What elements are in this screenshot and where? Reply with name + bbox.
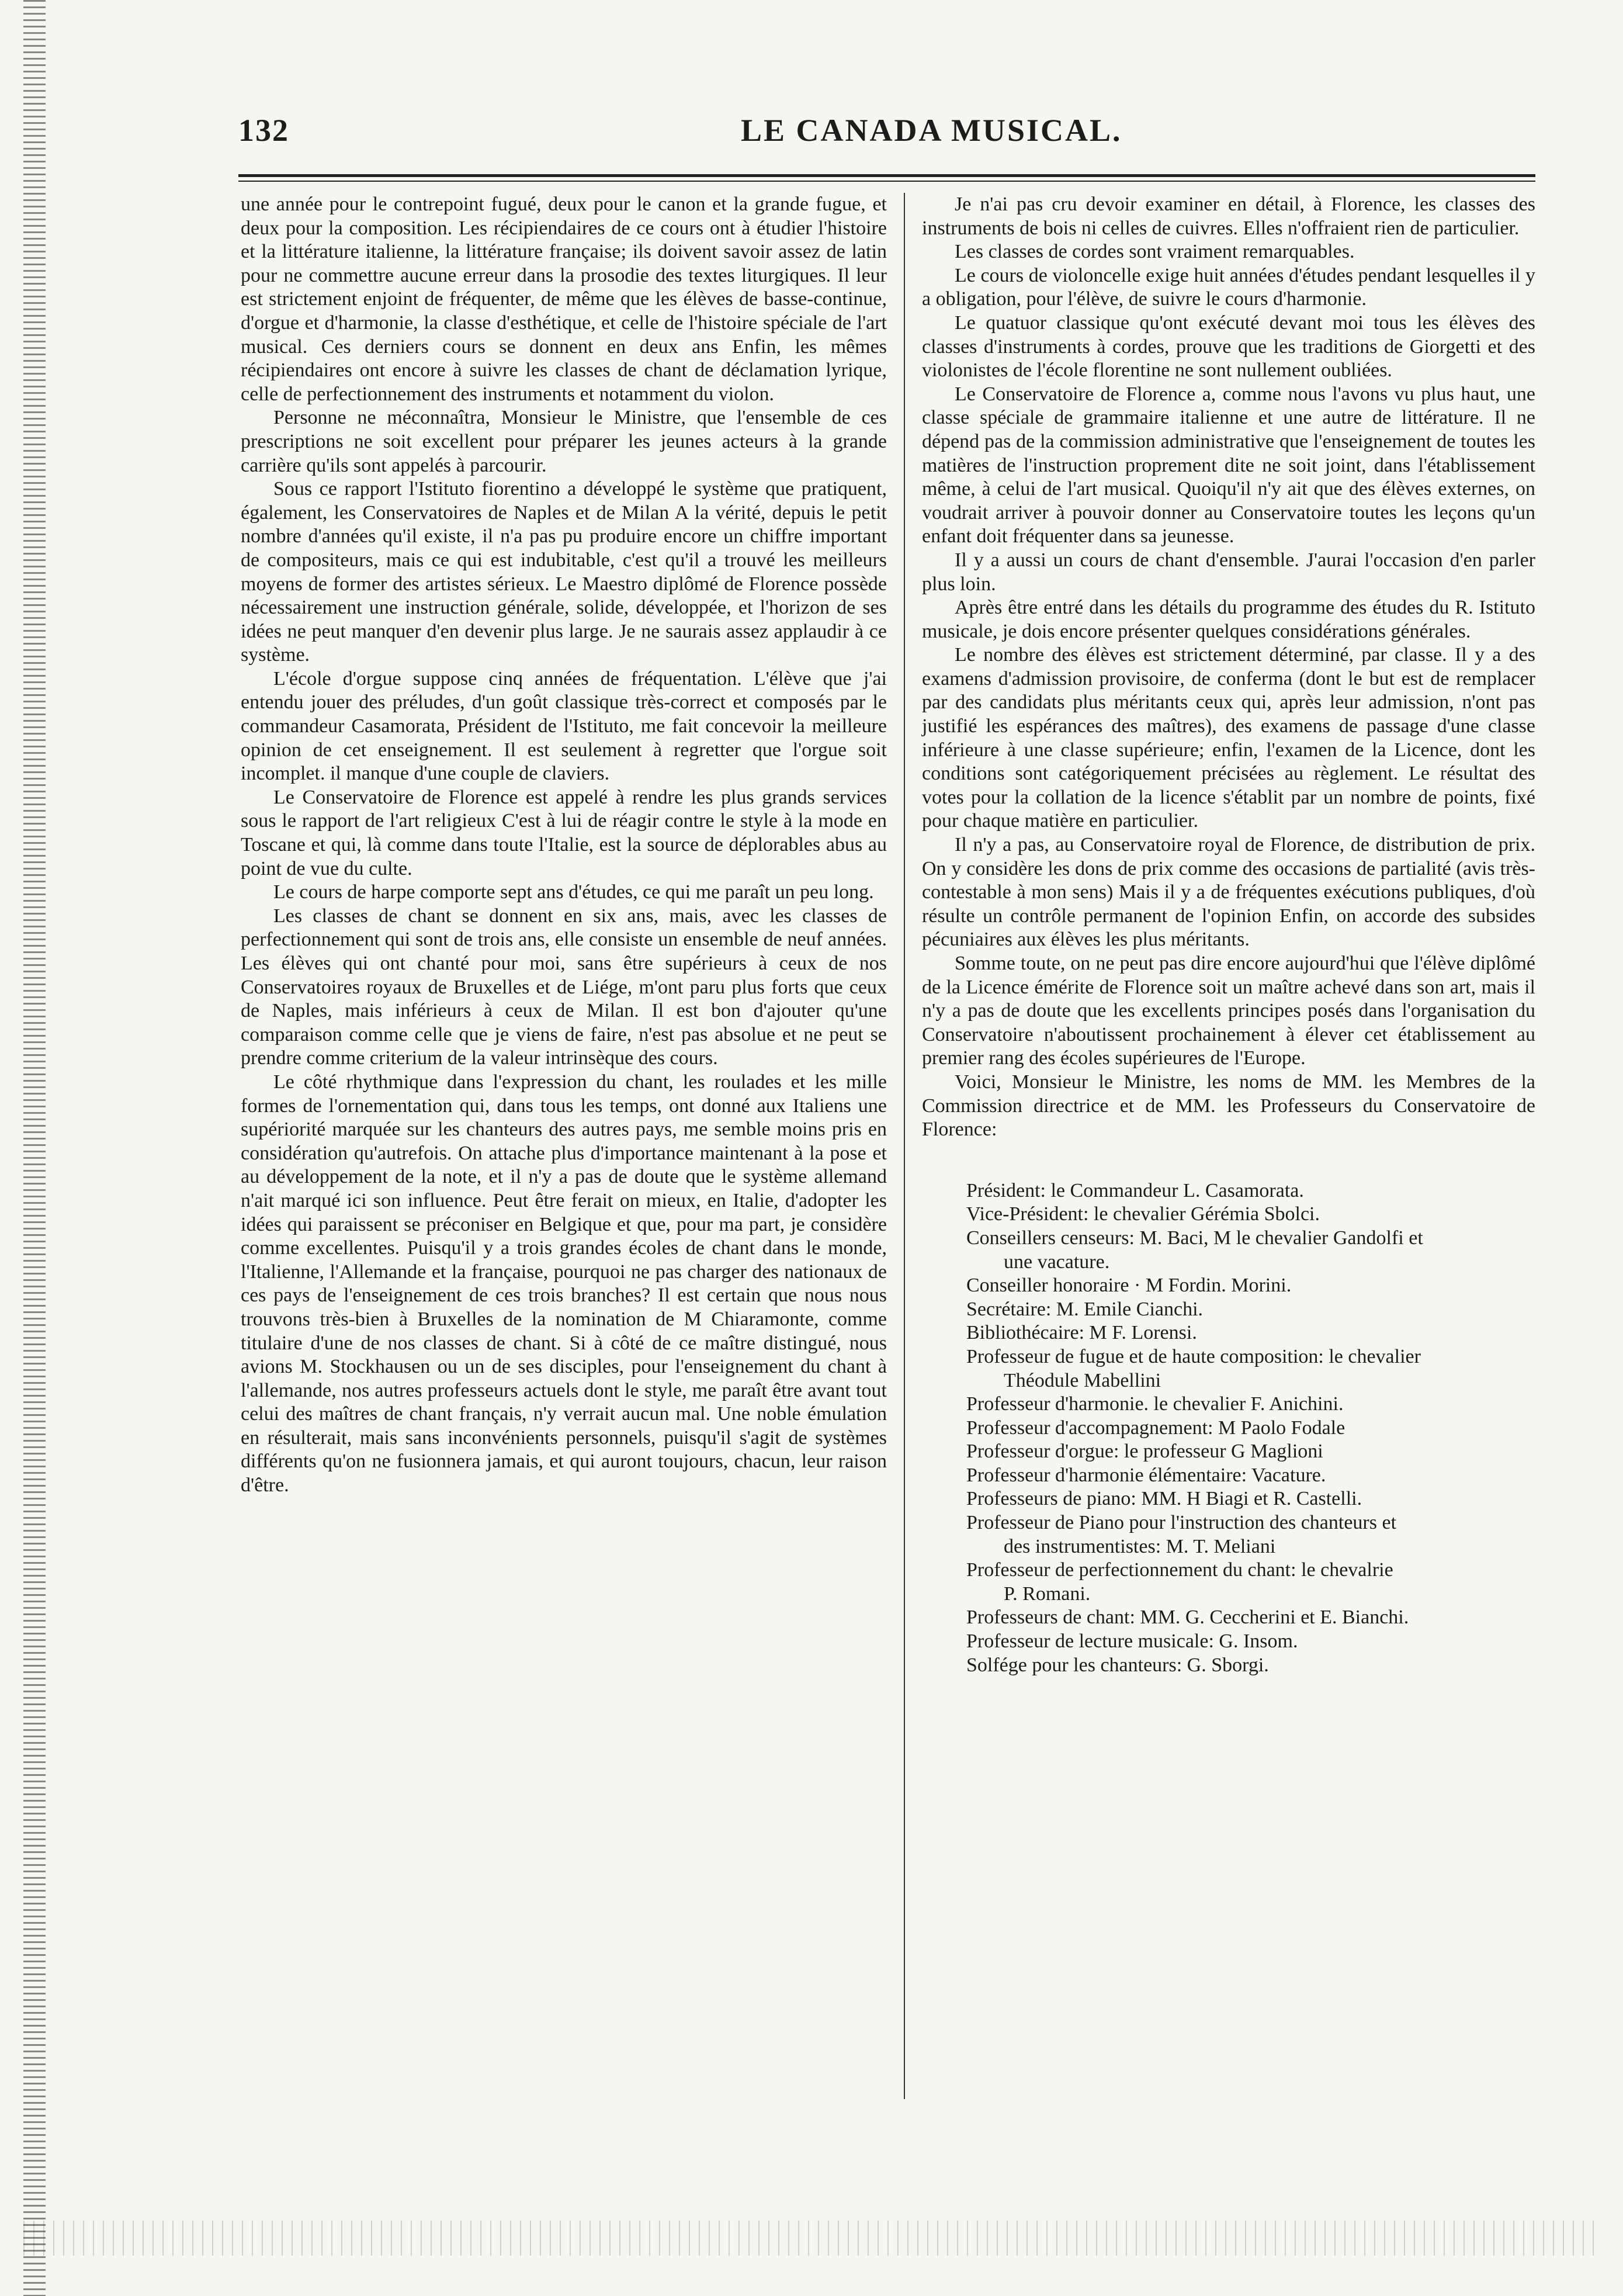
paragraph: Il y a aussi un cours de chant d'ensemble. J'aurai l'occasion d'en parler plus loin. [922,549,1535,595]
page-number: 132 [238,113,289,148]
staff-list-item: Professeur d'accompagnement: M Paolo Fodale [966,1417,1345,1439]
staff-list-item: Vice-Président: le chevalier Gérémia Sbolci. [966,1203,1320,1225]
staff-list-item: Théodule Mabellini [1004,1369,1161,1391]
paragraph: Somme toute, on ne peut pas dire encore aujourd'hui que l'élève diplômé de la Licence émérite de Florence soit un maître achevé dans son art, mais il n'y a pas de doute que les excellents principes posés dans l'organisation du Conservatoire n'aboutissent prochainement à élever cet établissement au premier rang des écoles supérieures de l'Europe. [922,953,1535,1069]
paragraph: Après être entré dans les détails du programme des études du R. Istituto musicale, je dois encore présenter quelques considérations générales. [922,597,1535,642]
staff-list-item: des instrumentistes: M. T. Meliani [1004,1535,1276,1557]
staff-list-item: Professeurs de piano: MM. H Biagi et R. Castelli. [966,1488,1362,1510]
paragraph: Le côté rhythmique dans l'expression du chant, les roulades et les mille formes de l'ornementation qui, dans tous les temps, ont donné aux Italiens une supériorité marquée sur les chanteurs des autres pays, me semble moins pris en considération qu'autrefois. On attache plus d'importance maintenant à la pose et au développement de la note, et il n'y a pas de doute que le système allemand n'ait marqué ici son influence. Peut être ferait on mieux, en Italie, d'adopter les idées qui paraissent se préconiser en Belgique et que, pour ma part, je considère comme excellentes. Puisqu'il y a trois grandes écoles de chant dans le monde, l'Italienne, l'Allemande et la française, pourquoi ne pas charger des nationaux de ces pays de l'enseignement de ces trois branches? Il est certain que nous nous trouvons très-bien à Bruxelles de la nomination de M Chiaramonte, comme titulaire d'une de nos classes de chant. Si à côté de ce maître distingué, nous avions M. Stockhausen ou un de ses disciples, pour l'enseignement du chant à l'allemande, nos autres professeurs actuels dont le style, me paraît être avant tout celui des maîtres de chant français, n'y verrait aucun mal. Une noble émulation en résulterait, mais sans inconvénients personnels, puisqu'il s'agit de systèmes différents qu'on ne fusionnera jamais, et qui auront toujours, chacun, leur raison d'être. [241,1071,887,1497]
page-header [238,112,1535,150]
column-divider [904,193,905,2099]
scan-edge-artifact [23,0,46,2296]
staff-list-item: Solfége pour les chanteurs: G. Sborgi. [966,1654,1269,1676]
paragraph: Le nombre des élèves est strictement déterminé, par classe. Il y a des examens d'admission provisoire, de conferma (dont le but est de remplacer par des candidats plus méritants ceux qui, après leur admission, n'ont pas justifié les espérances des maîtres), des examens de passage d'une classe inférieure à une classe supérieure; enfin, l'examen de la Licence, dont les conditions sont catégoriquement précisées au règlement. Le résultat des votes pour la collation de la licence s'établit par un nombre de points, fixé pour chaque matière en particulier. [922,644,1535,832]
paragraph: Il n'y a pas, au Conservatoire royal de Florence, de distribution de prix. On y considère les dons de prix comme des occasions de partialité (avis très-contestable à mon sens) Mais il y a de fréquentes exécutions publiques, d'où résulte un contrôle permanent de l'opinion Enfin, on accorde des subsides pécuniaires aux élèves les plus méritants. [922,834,1535,951]
staff-list-item: Professeur de perfectionnement du chant: le chevalrie [966,1559,1393,1581]
paragraph: Personne ne méconnaîtra, Monsieur le Ministre, que l'ensemble de ces prescriptions ne soit excellent pour préparer les jeunes acteurs à la grande carrière qu'ils sont appelés à parcourir. [241,407,887,476]
paragraph: L'école d'orgue suppose cinq années de fréquentation. L'élève que j'ai entendu jouer des préludes, d'un goût classique très-correct et composés par le commandeur Casamorata, Président de l'Istituto, me fait concevoir la meilleure opinion de cet enseignement. Il est seulement à regretter que l'orgue soit incomplet. il manque d'une couple de claviers. [241,667,887,785]
paragraph: Le Conservatoire de Florence est appelé à rendre les plus grands services sous le rapport de l'art religieux C'est à lui de réagir contre le style à la mode en Toscane et qui, là comme dans toute l'Italie, est la source de déplorables abus au point de vue du culte. [241,786,887,879]
staff-list-item: Professeur d'harmonie. le chevalier F. Anichini. [966,1393,1344,1415]
paragraph: Le quatuor classique qu'ont exécuté devant moi tous les élèves des classes d'instruments à cordes, prouve que les traditions de Giorgetti et des violonistes de l'école florentine ne sont nullement oubliées. [922,311,1535,382]
scan-bottom-artifact [23,2221,1600,2256]
staff-list-item: Professeur de lecture musicale: G. Insom. [966,1630,1298,1653]
staff-list-item: Professeur d'orgue: le professeur G Maglioni [966,1440,1323,1463]
staff-list-item: P. Romani. [1004,1582,1091,1605]
paragraph: Le cours de violoncelle exige huit années d'études pendant lesquelles il y a obligation, pour l'élève, de suivre le cours d'harmonie. [922,264,1535,310]
staff-list-item: Bibliothécaire: M F. Lorensi. [966,1322,1197,1344]
staff-list-item: Conseiller honoraire · M Fordin. Morini. [966,1275,1292,1297]
staff-list-item: Président: le Commandeur L. Casamorata. [966,1179,1304,1201]
right-column [922,193,1535,1677]
paragraph: Les classes de cordes sont vraiment remarquables. [955,241,1355,263]
paragraph: Voici, Monsieur le Ministre, les noms de MM. les Membres de la Commission directrice et de MM. les Professeurs du Conservatoire de Florence: [922,1071,1535,1141]
left-column [241,193,887,1498]
paragraph: Le cours de harpe comporte sept ans d'études, ce qui me paraît un peu long. [273,881,874,903]
page-title: LE CANADA MUSICAL. [741,113,1122,148]
paragraph: Le Conservatoire de Florence a, comme nous l'avons vu plus haut, une classe spéciale de grammaire italienne et une autre de littérature. Il ne dépend pas de la commission administrative que l'enseignement de toutes les matières de l'instruction proprement dite ne soit joint, dans l'établissement même, à celui de l'art musical. Quoiqu'il n'y ait que des élèves externes, on voudrait arriver à pouvoir donner au Conservatoire toutes les leçons qu'un enfant doit fréquenter dans sa jeunesse. [922,383,1535,548]
header-rule-thin [238,181,1535,182]
paragraph: Les classes de chant se donnent en six ans, mais, avec les classes de perfectionnement qui sont de trois ans, elle consiste un ensemble de neuf années. Les élèves qui ont chanté pour moi, sans être supérieurs à ceux de nos Conservatoires royaux de Bruxelles et de Liége, m'ont paru plus forts que ceux de Naples, mais inférieurs à ceux de Milan. Il est bon d'ajouter qu'une comparaison comme celle que je viens de faire, n'est pas absolue et ne peut se prendre comme criterium de la valeur intrinsèque des cours. [241,905,887,1069]
staff-list-item: Professeur de Piano pour l'instruction des chanteurs et [966,1512,1397,1534]
staff-list-item: Secrétaire: M. Emile Cianchi. [966,1298,1204,1320]
header-rule [238,174,1535,177]
staff-list-item: une vacature. [1004,1251,1110,1273]
staff-list [922,1179,1535,1677]
staff-list-item: Professeur d'harmonie élémentaire: Vacature. [966,1464,1326,1486]
paragraph: Je n'ai pas cru devoir examiner en détail, à Florence, les classes des instruments de bois ni celles de cuivres. Elles n'offraient rien de particulier. [922,193,1535,239]
paragraph: une année pour le contrepoint fugué, deux pour le canon et la grande fugue, et deux pour la composition. Les récipiendaires de ce cours ont à étudier l'histoire et la littérature italienne, la littérature française; ils doivent savoir assez de latin pour ne commettre aucune erreur dans la prosodie des textes liturgiques. Il leur est strictement enjoint de fréquenter, de même que les élèves de basse-continue, d'orgue et d'harmonie, la classe d'esthétique, et celle de l'histoire spéciale de l'art musical. Ces derniers cours se donnent en deux ans Enfin, les mêmes récipiendaires ont encore à suivre les classes de chant de déclamation lyrique, celle de perfectionnement des instruments et notamment du violon. [241,193,887,405]
paragraph: Sous ce rapport l'Istituto fiorentino a développé le système que pratiquent, également, les Conservatoires de Naples et de Milan A la vérité, depuis le petit nombre d'années qu'il existe, il n'a pas pu produire encore un chiffre important de compositeurs, mais ce qui est indubitable, c'est qu'il a trouvé les meilleurs moyens de former des artistes sérieux. Le Maestro diplômé de Florence possède nécessairement une instruction générale, solide, développée, et l'horizon de ses idées ne peut manquer d'en devenir plus large. Je ne saurais assez applaudir à ce système. [241,478,887,666]
staff-list-item: Professeurs de chant: MM. G. Ceccherini et E. Bianchi. [966,1606,1409,1629]
staff-list-item: Conseillers censeurs: M. Baci, M le chevalier Gandolfi et [966,1227,1423,1249]
staff-list-item: Professeur de fugue et de haute composition: le chevalier [966,1345,1421,1367]
